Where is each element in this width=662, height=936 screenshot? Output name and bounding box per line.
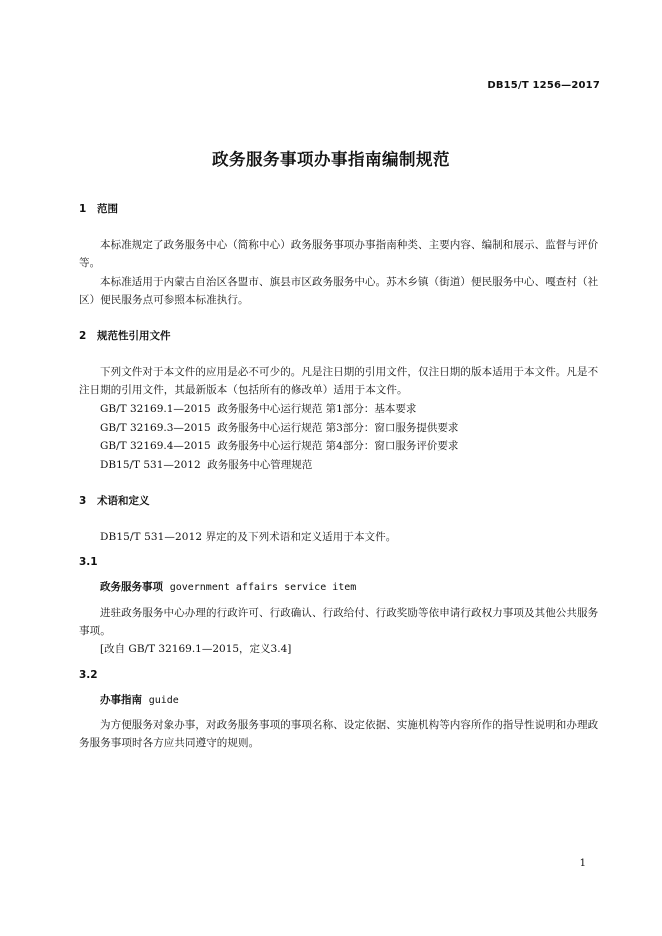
section-number: 2 — [79, 330, 87, 342]
term-title — [100, 691, 179, 710]
reference-item: GB/T 32169.3—2015 政务服务中心运行规范 第3部分：窗口服务提供要求 — [100, 422, 459, 434]
reference-item: GB/T 32169.4—2015 政务服务中心运行规范 第4部分：窗口服务评价要求 — [100, 440, 459, 452]
document-title: 政务服务事项办事指南编制规范 — [212, 150, 450, 169]
page-number: 1 — [579, 858, 586, 869]
term-number: 3.1 — [79, 556, 98, 568]
section-title: 规范性引用文件 — [97, 330, 171, 342]
section-number: 1 — [79, 203, 87, 215]
term-definition: 进驻政务服务中心办理的行政许可、行政确认、行政给付、行政奖励等依申请行政权力事项及其他公共服务事项。 — [79, 607, 599, 637]
scope-paragraph-1: 本标准规定了政务服务中心（简称中心）政务服务事项办事指南种类、主要内容、编制和展示、监督与评价等。 — [79, 239, 599, 269]
reference-item: GB/T 32169.1—2015 政务服务中心运行规范 第1部分：基本要求 — [100, 403, 417, 415]
term-english-name: government affairs service item — [169, 582, 357, 593]
term-chinese-name: 办事指南 — [100, 694, 142, 706]
section-title: 范围 — [97, 203, 118, 215]
term-number: 3.2 — [79, 669, 98, 681]
section-heading-scope — [79, 201, 118, 216]
terms-intro-paragraph: DB15/T 531—2012 界定的及下列术语和定义适用于本文件。 — [100, 531, 397, 543]
term-english-name: guide — [148, 695, 179, 706]
section-number: 3 — [79, 495, 87, 507]
references-intro-paragraph: 下列文件对于本文件的应用是必不可少的。凡是注日期的引用文件，仅注日期的版本适用于本文件。凡是不注日期的引用文件，其最新版本（包括所有的修改单）适用于本文件。 — [79, 366, 599, 396]
section-heading-terms-definitions — [79, 493, 150, 508]
scope-paragraph-2: 本标准适用于内蒙古自治区各盟市、旗县市区政务服务中心。苏木乡镇（街道）便民服务中心、嘎查村（社区）便民服务点可参照本标准执行。 — [79, 276, 599, 306]
document-code: DB15/T 1256—2017 — [487, 80, 600, 91]
term-note: [改自 GB/T 32169.1—2015，定义3.4] — [100, 643, 292, 655]
term-chinese-name: 政务服务事项 — [100, 581, 163, 593]
term-title — [100, 578, 356, 597]
reference-item: DB15/T 531—2012 政务服务中心管理规范 — [100, 459, 313, 471]
section-title: 术语和定义 — [97, 495, 150, 507]
section-heading-normative-references — [79, 328, 171, 343]
term-definition: 为方便服务对象办事，对政务服务事项的事项名称、设定依据、实施机构等内容所作的指导性说明和办理政务服务事项时各方应共同遵守的规则。 — [79, 719, 599, 749]
